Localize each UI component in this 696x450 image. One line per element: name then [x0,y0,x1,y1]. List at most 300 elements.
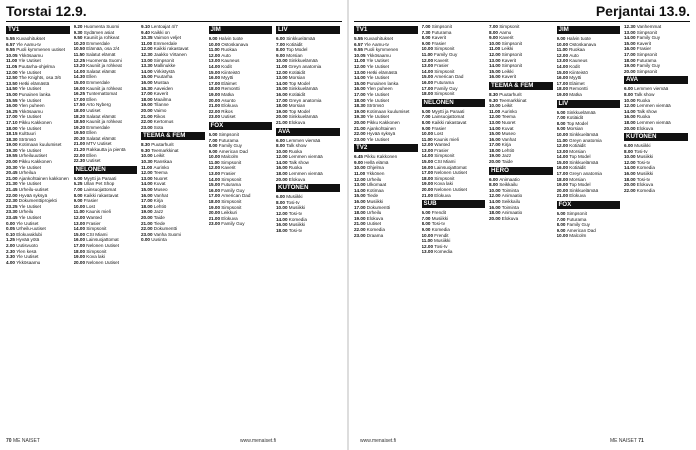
program-title: Kaverit [221,165,236,171]
program-title: Frasier [431,40,447,46]
program-time: 7.00 [489,24,500,29]
program-time: 7.00 [556,115,567,121]
program-title: Frendit [434,232,449,238]
program-title: Halvin tuote [218,36,243,41]
program-title: Frasier [434,147,449,153]
program-time: 15.00 [489,131,502,137]
channel-header: JIM [209,26,273,34]
program-title: Urheilu [366,176,382,182]
program-time: 20.00 [556,187,570,193]
program-title: Kirja [501,142,511,148]
program-time: 11.00 [354,171,367,177]
program-time: 14.00 [73,226,87,232]
program-time: 8.00 [421,221,432,227]
program-time: 8.00 [556,222,567,228]
right-page-header [354,0,690,22]
program-time: 16.00 [354,199,367,205]
program-title: Musiikki [431,215,449,221]
program-time: 10.00 [276,148,289,154]
program-title: Elokuva [636,125,654,131]
program-title: Lemmen viemää [636,103,671,109]
program-title: Morsian [288,75,306,81]
program-title: Simpsonit [434,175,455,181]
program-title: Kuvat [501,125,514,131]
program-title: Pikku Kakkonen [364,154,398,160]
program-title: Frasier [83,198,99,204]
program-title: Simpsonit [501,63,522,69]
program-title: Lainsuojattomat [431,114,465,120]
program-time: 10.00 [556,131,570,137]
program-title: Urheilua [18,170,36,176]
program-title: Yle Uutiset [18,147,41,153]
program-time: 10.00 [276,58,289,64]
program-time: 12.00 [421,142,435,148]
program-title: Pikku Kakkonen [18,119,52,125]
program-listing [557,233,621,239]
program-time: 21.00 [208,215,222,221]
program-title: Musiikki [288,205,306,211]
program-time: 10.30 [141,159,154,165]
program-title: Punainen lanka [366,80,399,86]
program-title: Lainsuojattomat [86,237,119,243]
program-time: 6.45 [354,154,365,160]
program-time: 13.50 [6,80,19,86]
program-title: Ruoka [288,148,303,154]
program-title: Aaveiden [153,85,173,91]
program-title: Tuntemattomat [86,91,118,97]
program-time: 22.00 [141,119,154,125]
program-time: 19.55 [6,153,19,159]
program-time: 11.00 [421,136,435,142]
program-time: 16.00 [276,222,289,228]
program-time: 16.00 [73,237,87,243]
program-time: 12.00 [276,69,289,75]
program-title: Kotiäidit [288,69,306,75]
program-title: Kotimaa [366,187,384,193]
program-time: 6.00 [624,86,635,92]
program-title: Tiede [153,220,166,226]
program-title: Kauneus [569,58,588,64]
program-title: Rakkautta ja pientä [86,147,126,153]
program-listing [74,158,138,164]
program-title: Yle Uutiset [18,86,41,92]
program-time: 10.00 [141,153,154,159]
program-time: 18.00 [73,107,87,113]
program-title: Leikit [501,103,513,109]
program-time: 18.00 [624,57,637,63]
program-title: Sydämen asiat [83,29,115,35]
program-title: Family Guy [434,51,458,57]
program-title: Family Guy [636,35,661,41]
program-time: 10.00 [276,205,289,211]
program-title: Family Guy [221,221,245,227]
program-title: Eläimet [221,80,237,86]
program-title: Futurama [566,216,587,222]
program-time: 17.00 [73,96,87,102]
program-title: Family Guy [221,187,245,193]
program-title: Kaverit [499,35,514,41]
program-time: 12.25 [73,57,87,63]
program-time: 16.00 [556,165,570,171]
channel-header: TV1 [6,26,70,34]
program-title: MTV Uutiset [86,141,112,147]
program-title: Virkistystä [153,68,175,74]
program-title: Rikos [153,113,166,119]
program-time: 16.25 [73,91,87,97]
program-title: Hetki elämästä [18,80,50,86]
program-title: Puoli kymmenen uutiset [16,47,65,53]
program-time: 20.00 [421,187,435,193]
program-time: 7.00 [276,41,287,47]
program-time: 14.00 [421,68,435,74]
program-title: Tosi-tv [288,211,303,217]
program-title: Lemmen viemää [288,154,323,160]
channel-header: FOX [209,122,273,130]
program-time: 16.00 [276,91,289,97]
program-listing [6,260,70,266]
program-time: 13.00 [354,182,367,188]
program-time: 6.57 [354,41,365,47]
program-title: Vanhat [153,192,168,198]
program-title: Leikki [501,68,514,74]
program-time: 8.00 [421,35,432,41]
listing-column [422,24,486,434]
program-time: 9.10 [141,24,152,29]
program-time: 15.00 [556,159,570,165]
program-listing [276,120,340,126]
program-title: Elokuva [288,176,306,182]
program-title: Uutisvuoto [16,242,38,248]
program-time: 18.00 [354,97,367,103]
program-time: 13.00 [141,57,154,63]
program-time: 16.00 [556,75,570,81]
program-time: 13.00 [73,220,87,226]
program-time: 9.55 [6,47,17,53]
program-title: The Knights, osa 3/6 [18,75,61,81]
program-time: 17.00 [73,242,87,248]
program-title: Animaatio [501,210,523,216]
program-time: 6.00 [276,137,287,143]
program-title: Kotiäidit [286,41,303,47]
program-time: 9.00 [421,40,432,46]
program-time: 9.00 [276,52,287,58]
program-title: Kaverit [636,40,652,46]
program-time: 10.00 [208,154,222,160]
left-footer [6,438,40,444]
program-title: Eläimet [569,80,585,86]
program-time: 16.00 [141,79,154,85]
program-time: 23.00 [141,231,154,237]
program-time: 18.00 [276,227,289,233]
program-time: 18.00 [208,199,222,205]
program-time: 17.00 [276,97,289,103]
program-time: 0.00 [6,220,17,226]
program-title: Ajankohtainen [366,125,396,131]
program-title: Elokuva [221,103,238,109]
program-time: 20.00 [624,68,637,74]
program-title: Lainsuojattomat [83,187,117,193]
program-time: 19.00 [354,215,367,221]
program-time: 19.00 [354,108,367,114]
program-listing [557,193,621,199]
program-title: Kodit [221,63,232,69]
program-listing [141,125,205,131]
program-listing [489,216,553,222]
listing-column [141,24,205,434]
program-time: 16.00 [421,79,435,85]
program-time: 12.00 [208,165,222,171]
program-time: 6.00 [276,194,287,200]
program-time: 10.00 [73,203,87,209]
program-time: 10.00 [624,97,637,103]
program-time: 16.00 [73,85,87,91]
program-listing [354,233,418,239]
program-title: Remontti [221,86,240,92]
program-title: Hyvää syksyä [366,131,396,137]
program-title: Top Model [288,80,310,86]
program-title: Huomenta Suomi [86,57,122,63]
program-time: 11.00 [421,51,435,57]
program-time: 11.00 [73,209,87,215]
program-title: Simpsonit [221,176,242,182]
program-time: 13.00 [208,171,222,177]
program-time: 16.00 [489,204,502,210]
program-title: Uutiset [86,107,101,113]
program-time: 13.00 [556,58,570,64]
program-title: Musiikki [366,199,384,205]
program-time: 17.00 [141,198,154,204]
program-title: Simpsonit [153,57,174,63]
channel-header: JIM [557,26,621,34]
program-time: 14.00 [354,75,367,81]
program-title: Futurama [431,29,452,35]
program-time: 22.00 [208,108,222,114]
program-time: 9.30 [141,147,152,153]
program-title: Strömsö [366,103,384,109]
program-title: Museo [501,131,516,137]
program-title: Yle Uutiset [366,136,389,142]
program-time: 18.00 [208,86,222,92]
program-time: 6.00 [208,131,219,137]
program-time: 16.30 [141,85,154,91]
program-time: 23.45 [6,215,19,220]
program-title: Yle Aamu-tv [16,41,41,47]
program-title: Uusinta [151,237,167,243]
program-listing [354,137,418,143]
program-time: 9.30 [73,29,84,35]
program-title: Yle Uutiset [18,203,41,209]
program-title: Kaverit [431,35,447,41]
program-title: Yle Uutiset [18,181,41,187]
program-title: Frasier [636,46,652,52]
program-time: 9.40 [141,29,152,35]
program-title: Lehtiö [153,203,167,209]
program-time: 8.00 [421,119,432,125]
program-title: Kuvaohitukset [16,36,46,41]
program-title: Matka [221,91,234,97]
program-time: 18.00 [489,210,502,216]
program-title: CSI Miami [434,159,456,165]
program-time: 8.00 [276,143,287,149]
program-time: 20.00 [276,114,289,120]
program-time: 9.00 [421,227,432,232]
program-time: 15.00 [624,40,637,46]
program-time: 8.30 [489,91,500,97]
program-time: 19.20 [73,124,87,130]
program-title: Uutiset [86,158,101,164]
program-title: Ajankohtainen kakkonen [18,175,69,181]
program-title: Lentoajat 4/7 [151,24,178,29]
program-title: Musiikki [634,143,651,149]
program-time: 2.00 [6,242,17,248]
program-title: Kaikki rakastavat [431,119,467,125]
program-listing [422,249,486,255]
program-time: 10.00 [556,233,570,239]
program-time: 15.00 [141,74,154,80]
program-title: Puutarhurit [151,142,174,148]
program-time: 21.00 [354,221,367,227]
program-time: 10.00 [624,154,637,160]
program-title: Ruoka [636,114,651,120]
program-title: Ostoskanava [221,41,249,47]
program-title: Animaatio [499,176,520,182]
program-title: Kaikki on [151,29,170,35]
program-title: Kaunis mieli [434,136,459,142]
program-title: Kaunis mieli [86,209,111,215]
channel-header: AVA [624,76,688,84]
program-title: Greyn anatomia [288,97,322,103]
program-title: Myytti [569,75,582,81]
program-time: 8.00 [73,192,84,198]
program-title: Salatut elämät [86,68,116,74]
program-title: Nuoret [153,175,168,181]
program-title: Malcolm [569,233,587,239]
right-footer [610,438,644,444]
program-title: Yle Uutiset [18,69,41,75]
program-time: 12.00 [624,103,637,109]
left-footer-url: www.menaiset.fi [240,438,277,444]
program-title: Emmerdale [86,40,110,46]
program-time: 20.00 [73,259,87,265]
program-time: 19.00 [556,91,570,97]
program-title: Animaatio [501,193,523,199]
program-title: Pikku Kakkonen [18,159,52,165]
program-title: Teema [501,114,516,120]
program-title: Taide [153,215,165,220]
listing-column [209,24,273,434]
program-title: Vaimon veljet [153,35,182,41]
program-title: Simpsonit [221,204,242,210]
program-time: 0.00 [141,237,152,243]
program-time: 21.00 [276,119,289,125]
program-title: Futurama [434,79,454,85]
program-title: Futurama [218,137,239,143]
program-title: Puutarha [153,74,173,80]
program-title: Vanhat [501,136,516,142]
program-time: 19.00 [208,204,222,210]
program-title: Salatut elämät [86,51,116,57]
program-title: Kotiäidit [566,115,584,121]
program-title: Ylen kesä [16,248,37,254]
program-title: Ellen [86,96,97,102]
program-title: Salatut elämät [86,135,116,141]
program-time: 15.00 [208,69,222,75]
program-title: Top Model [569,182,591,188]
program-time: 18.30 [354,103,367,109]
program-title: Lainsuojattomat [434,164,467,170]
program-title: Sinkkuelämää [286,36,316,41]
channel-header: TV1 [354,26,418,34]
program-title: Greyn anatomia [288,63,322,69]
program-title: Komedia [434,249,453,255]
program-time: 14.50 [6,86,19,92]
program-time: 12.50 [6,75,19,81]
program-title: Ykkösaamu [366,52,391,58]
program-time: 11.00 [489,108,502,114]
program-title: Ykkösaamu [18,108,43,114]
program-listing [276,228,340,234]
program-title: Teema [153,170,168,176]
program-title: Yle Uutiset [366,63,389,69]
program-title: Ellen [86,152,97,158]
program-time: 23.25 [6,203,19,209]
program-time: 10.35 [141,35,154,41]
program-time: 18.00 [141,203,154,209]
program-time: 16.00 [6,103,19,109]
program-title: Simpsonit [636,68,657,74]
program-title: Uutiset [221,114,236,120]
program-title: Yle Uutiset [366,75,389,81]
program-time: 18.30 [6,136,19,142]
program-title: Tiede [366,193,379,199]
listing-column [6,24,70,434]
program-time: 19.00 [73,254,87,260]
program-time: 18.00 [354,210,367,216]
program-listing [422,193,486,199]
program-time: 22.00 [354,227,367,232]
program-title: Musiikki [288,222,306,228]
program-listing [141,237,205,243]
program-time: 14.00 [556,154,570,160]
program-time: 15.00 [73,231,87,237]
program-title: Family Guy [566,222,590,228]
program-title: Futurama [221,182,241,188]
program-title: Hyvää syksyä [18,192,48,198]
program-time: 14.00 [624,35,637,41]
program-time: 17.50 [73,102,87,108]
program-time: 14.00 [208,176,222,182]
program-title: Family Guy [434,85,458,91]
program-title: Komedia [366,227,385,232]
program-time: 10.00 [556,41,570,47]
program-time: 18.00 [489,147,502,153]
program-time: 6.00 [556,109,567,115]
program-title: Simpsonit [86,248,107,254]
program-title: Kaikki rakastavat [153,46,189,52]
program-time: 10.50 [73,46,87,52]
program-time: 16.00 [624,46,637,52]
program-title: Ykkönen [366,171,385,177]
program-listing [489,159,553,165]
program-title: Dokumentti [366,204,391,210]
program-time: 9.00 [208,36,219,41]
program-listing [276,177,340,183]
program-time: 18.15 [6,131,19,137]
program-time: 9.00 [208,148,219,154]
program-title: Yle Aamu-tv [364,41,389,47]
right-footer-url: www.menaiset.fi [360,438,397,444]
program-title: Greyn anatomia [569,137,602,143]
